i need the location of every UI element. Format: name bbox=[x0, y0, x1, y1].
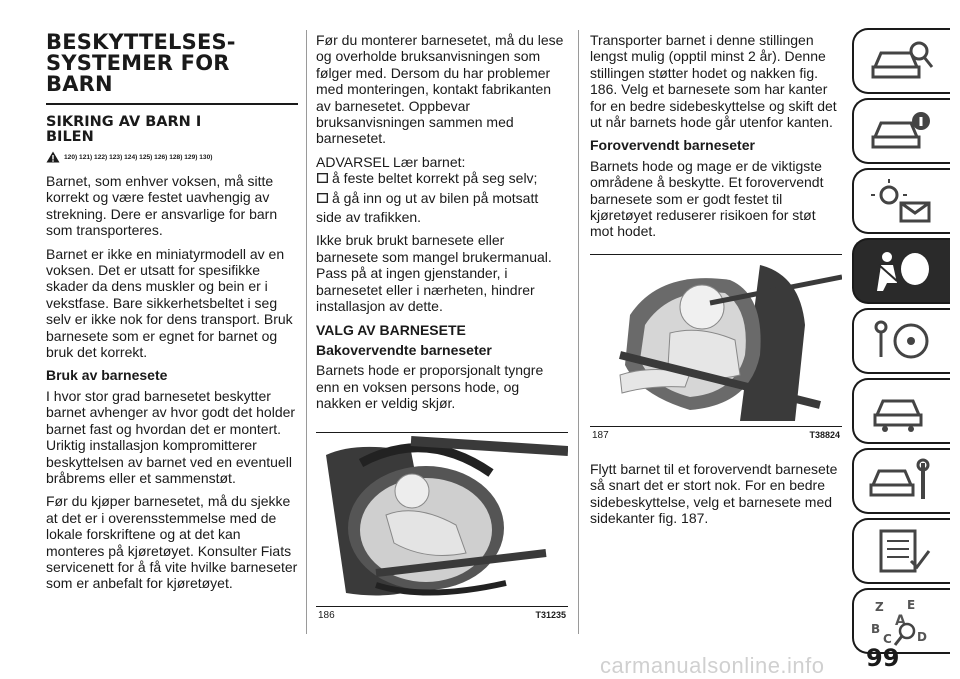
steering-key-icon bbox=[867, 317, 937, 365]
paragraph: I hvor stor grad barnesetet beskytter barnet avhenger av hvor godt det holder barnet fast og hvordan det er montert. Uriktig installasjon kompromitterer beskyttelsen av barnet ved en eventuell bråbrems eller et sammenstøt. bbox=[46, 387, 296, 486]
safety-airbag-icon bbox=[867, 247, 937, 295]
page-number: 99 bbox=[866, 644, 900, 672]
tab-servicing[interactable] bbox=[852, 448, 950, 514]
list-item bbox=[316, 170, 568, 186]
paragraph: Barnets hode er proporsjonalt tyngre enn en voksen persons hode, og nakken er veldig skjør. bbox=[316, 362, 544, 412]
warning-references bbox=[46, 151, 298, 163]
title-divider bbox=[46, 103, 298, 105]
figure-187 bbox=[590, 254, 842, 427]
warning-lights-icon bbox=[867, 177, 937, 225]
svg-text:B: B bbox=[871, 622, 881, 636]
figure-number: 187 bbox=[592, 429, 609, 441]
svg-text:A: A bbox=[895, 613, 906, 629]
column-divider bbox=[306, 30, 307, 634]
chapter-title-line-2: SYSTEMER FOR bbox=[46, 51, 230, 75]
column-2 bbox=[316, 32, 568, 621]
subheading-bruk: Bruk av barnesete bbox=[46, 367, 168, 384]
section-title-line-1: SIKRING AV BARN I bbox=[46, 114, 202, 130]
forward-facing-child-seat-illustration bbox=[590, 255, 842, 421]
car-service-icon bbox=[867, 457, 937, 505]
list-item-text: å feste beltet korrekt på seg selv; bbox=[332, 170, 538, 187]
paragraph: Transporter barnet i denne stillingen lengst mulig (opptil minst 2 år). Denne stillingen støtter hodet og nakken fig. 186. Velg et barnesete som har kanter for en bedre sidebeskyttelse og skift det ut når barnets hode går utenfor kanten. bbox=[590, 32, 837, 131]
paragraph: Ikke bruk brukt barnesete eller barnesete som mangel brukermanual. Pass på at ingen gjenstander, i barnesetet eller i nærheten, hindrer installasjon av dette. bbox=[316, 232, 552, 315]
chapter-title-line-3: BARN bbox=[46, 72, 113, 96]
car-info-icon bbox=[867, 107, 937, 155]
tab-starting-driving[interactable] bbox=[852, 308, 950, 374]
figure-caption bbox=[316, 607, 568, 621]
column-3 bbox=[590, 32, 842, 534]
svg-text:C: C bbox=[883, 632, 892, 646]
index-icon bbox=[867, 595, 937, 647]
svg-text:E: E bbox=[907, 598, 916, 612]
figure-number: 186 bbox=[318, 609, 335, 621]
paragraph: Før du monterer barnesetet, må du lese og overholde bruksanvisningen som følger med. Dersom du har problemer med monteringen, kontakt fabrikanten av barnesetet. Oppbevar bruksanvisningen sammen med barnesetet. bbox=[316, 32, 564, 147]
figure-code: T38824 bbox=[809, 429, 840, 440]
paragraph: Barnet, som enhver voksen, må sitte korrekt og være festet uavhengig av strekning. Dere er ansvarlige for barn som transporteres. bbox=[46, 173, 278, 239]
column-divider bbox=[578, 30, 579, 634]
figure-186 bbox=[316, 432, 568, 607]
warning-refs-text: 120) 121) 122) 123) 124) 125) 126) 128) 129) 130) bbox=[64, 153, 213, 161]
subheading-bakover: Bakovervendte barneseter bbox=[316, 341, 492, 358]
column-1 bbox=[46, 0, 298, 599]
chapter-title bbox=[46, 32, 298, 95]
subheading-valg: VALG AV BARNESETE bbox=[316, 321, 466, 338]
figure-code: T31235 bbox=[535, 609, 566, 620]
rear-facing-child-seat-illustration bbox=[316, 433, 568, 601]
car-search-icon bbox=[867, 37, 937, 85]
checklist-icon bbox=[867, 527, 937, 575]
list-item-continuation: side av trafikken. bbox=[316, 209, 422, 226]
section-title bbox=[46, 115, 298, 145]
warning-triangle-icon bbox=[46, 151, 60, 163]
tab-emergency[interactable] bbox=[852, 378, 950, 444]
paragraph: Barnets hode og mage er de viktigste områdene å beskytte. Et forovervendt barnesete som er godt festet til kjøretøyet reduserer risikoen for støt mot hodet. bbox=[590, 157, 824, 240]
chapter-tabs bbox=[852, 28, 960, 658]
subheading-forover: Forovervendt barneseter bbox=[590, 137, 755, 154]
tab-car-search[interactable] bbox=[852, 28, 950, 94]
chapter-title-line-1: BESKYTTELSES- bbox=[46, 30, 236, 54]
svg-text:Z: Z bbox=[875, 600, 884, 614]
paragraph: Barnet er ikke en miniatyrmodell av en voksen. Det er utsatt for spesifikke skader da dens muskler og bein er i vekstfase. Bare sikkerhetsbeltet i seg selv er ikke nok for dens transport. Bruk barnesete som er egnet for barnet og bruk det korrekt. bbox=[46, 245, 293, 361]
checkbox-bullet-icon bbox=[317, 193, 328, 203]
tab-technical-data[interactable] bbox=[852, 518, 950, 584]
list-item-text: å gå inn og ut av bilen på motsatt bbox=[332, 189, 539, 206]
paragraph: Flytt barnet til et forovervendt barnesete så snart det er stort nok. For en bedre sidebeskyttelse, velg et barnesete med sidekanter fig. 187. bbox=[590, 460, 838, 527]
figure-caption bbox=[590, 427, 842, 441]
checkbox-bullet-icon bbox=[317, 173, 328, 183]
paragraph: Før du kjøper barnesetet, må du sjekke at det er i overensstemmelse med de lokale forskriftene og at det kan monteres på kjøretøyet. Konsulter Fiats servicenett for å få vite hvilke barneseter som er anbefalt for kjøretøyet. bbox=[46, 493, 298, 592]
tab-safety[interactable] bbox=[852, 238, 950, 304]
section-title-line-2: BILEN bbox=[46, 129, 94, 145]
advarsel-line: ADVARSEL Lær barnet: bbox=[316, 153, 466, 170]
tab-warning-lights[interactable] bbox=[852, 168, 950, 234]
svg-text:D: D bbox=[917, 630, 927, 644]
car-road-icon bbox=[867, 387, 937, 435]
list-item bbox=[316, 190, 568, 206]
watermark-text: carmanualsonline.info bbox=[600, 653, 825, 678]
tab-car-info[interactable] bbox=[852, 98, 950, 164]
